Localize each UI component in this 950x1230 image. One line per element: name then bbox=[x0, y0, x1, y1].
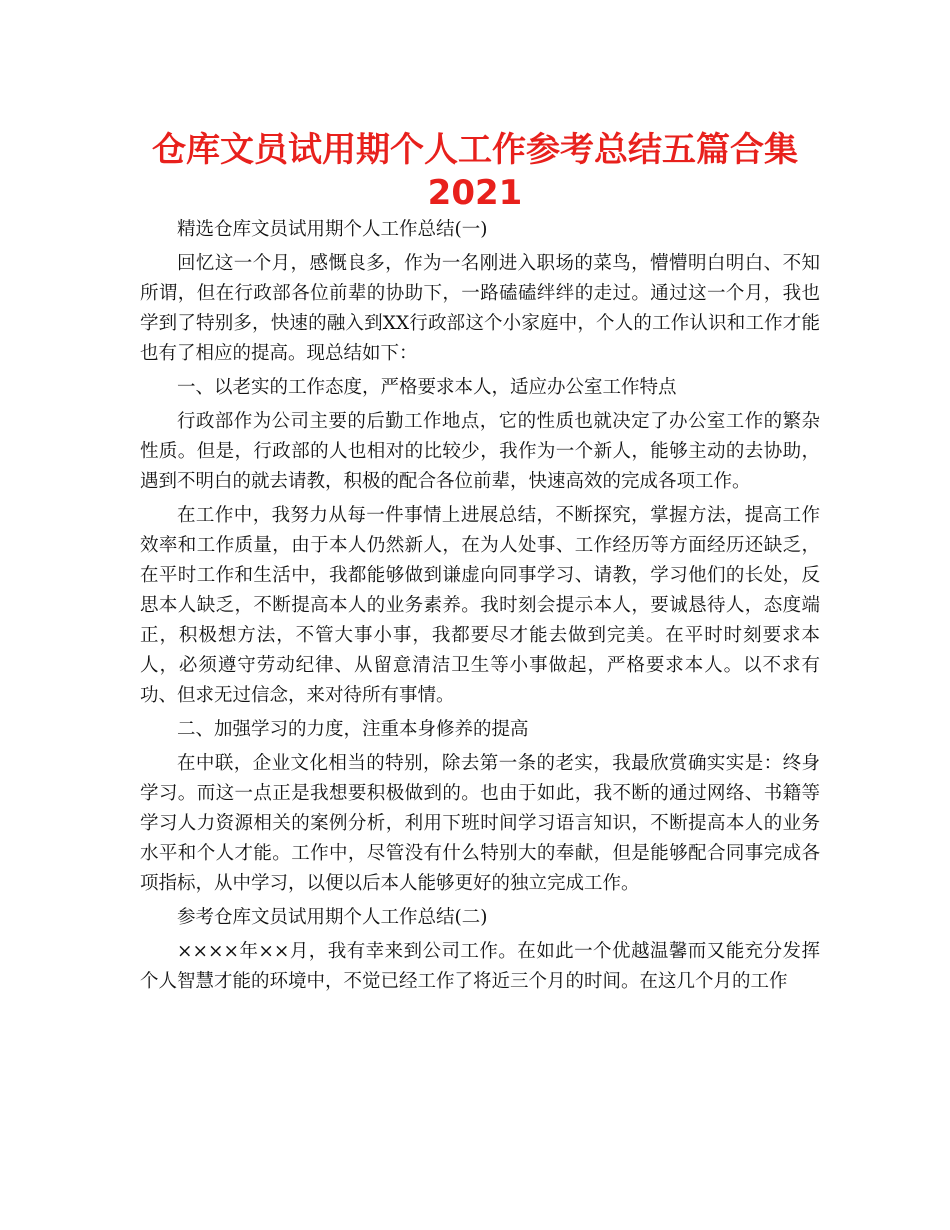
body-paragraph: 在中联，企业文化相当的特别，除去第一条的老实，我最欣赏确实实是：终身学习。而这一点正是我想要积极做到的。也由于如此，我不断的通过网络、书籍等学习人力资源相关的案例分析，利用下班时间学习语言知识，不断提高本人的业务水平和个人才能。工作中，尽管没有什么特别大的奉献，但是能够配合同事完成各项指标，从中学习，以便以后本人能够更好的独立完成工作。 bbox=[140, 753, 820, 894]
body-paragraph: 回忆这一个月，感慨良多，作为一名刚进入职场的菜鸟，懵懵明白明白、不知所谓，但在行政部各位前辈的协助下，一路磕磕绊绊的走过。通过这一个月，我也学到了特别多，快速的融入到XX行政部这个小家庭中，个人的工作认识和工作才能也有了相应的提高。现总结如下： bbox=[140, 253, 820, 364]
document-body bbox=[140, 215, 820, 1001]
body-paragraph: 在工作中，我努力从每一件事情上进展总结，不断探究，掌握方法，提高工作效率和工作质量，由于本人仍然新人，在为人处事、工作经历等方面经历还缺乏，在平时工作和生活中，我都能够做到谦虚向同事学习、请教，学习他们的长处，反思本人缺乏，不断提高本人的业务素养。我时刻会提示本人，要诚恳待人，态度端正，积极想方法，不管大事小事，我都要尽才能去做到完美。在平时时刻要求本人，必须遵守劳动纪律、从留意清洁卫生等小事做起，严格要求本人。以不求有功、但求无过信念，来对待所有事情。 bbox=[140, 505, 820, 706]
section-heading: 精选仓库文员试用期个人工作总结(一) bbox=[177, 219, 488, 240]
section-heading: 参考仓库文员试用期个人工作总结(二) bbox=[177, 907, 488, 928]
section-heading: 一、以老实的工作态度，严格要求本人，适应办公室工作特点 bbox=[177, 377, 677, 398]
document-title-line2: 2021 bbox=[427, 173, 523, 213]
document-title-line1: 仓库文员试用期个人工作参考总结五篇合集 bbox=[152, 130, 798, 170]
body-paragraph: 行政部作为公司主要的后勤工作地点，它的性质也就决定了办公室工作的繁杂性质。但是，行政部的人也相对的比较少，我作为一个新人，能够主动的去协助，遇到不明白的就去请教，积极的配合各位前辈，快速高效的完成各项工作。 bbox=[140, 411, 820, 492]
body-paragraph: ××××年××月，我有幸来到公司工作。在如此一个优越温馨而又能充分发挥个人智慧才能的环境中，不觉已经工作了将近三个月的时间。在这几个月的工作 bbox=[140, 941, 820, 992]
section-heading: 二、加强学习的力度，注重本身修养的提高 bbox=[177, 719, 529, 740]
